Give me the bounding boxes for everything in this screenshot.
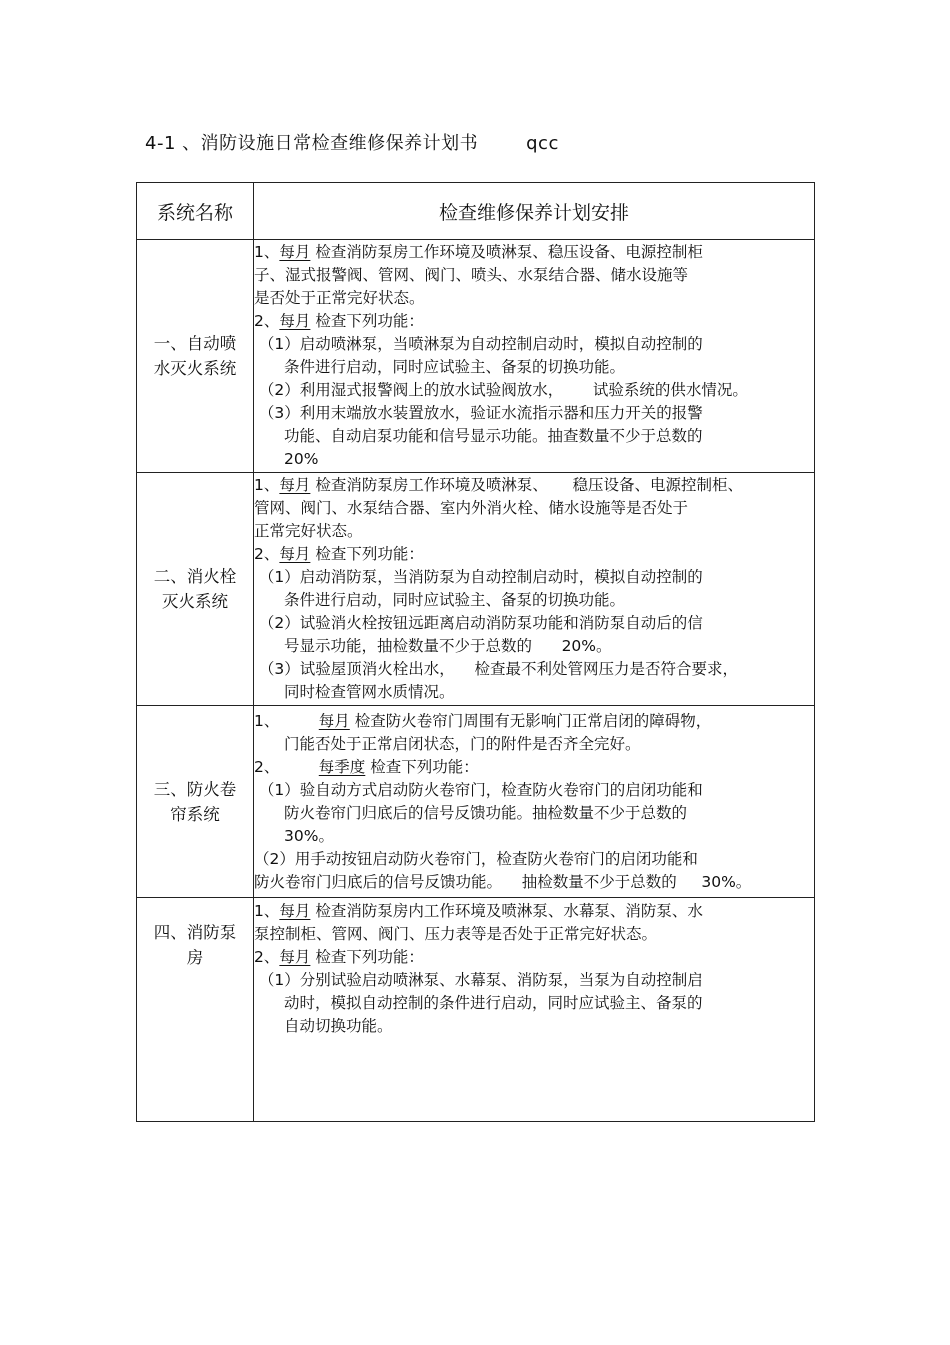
- system-name-cell: [137, 240, 254, 473]
- item-number: 1、: [254, 476, 280, 494]
- plan-line: 动时，模拟自动控制的条件进行启动，同时应试验主、备泵的: [284, 994, 703, 1012]
- plan-line: （1）验自动方式启动防火卷帘门，检查防火卷帘门的启闭功能和: [254, 780, 703, 799]
- plan-line: 20%: [284, 450, 319, 468]
- item-number: 2、: [254, 545, 280, 563]
- system-name-cell: [137, 898, 254, 1122]
- item-number: 1、: [254, 902, 280, 920]
- table-row: [137, 706, 815, 898]
- plan-line-text: 检查消防泵房工作环境及喷淋泵、稳压设备、电源控制柜: [310, 243, 703, 261]
- item-number: 2、: [254, 757, 319, 776]
- plan-line: 自动切换功能。: [284, 1017, 393, 1035]
- plan-line: （1）启动喷淋泵，当喷淋泵为自动控制启动时，模拟自动控制的: [254, 335, 703, 353]
- plan-line: 号显示功能，抽检数量不少于总数的 20%。: [284, 637, 612, 655]
- frequency-label: 每月: [279, 312, 311, 330]
- plan-line: [254, 756, 814, 779]
- plan-line: 30%。: [284, 826, 334, 845]
- plan-line: 正常完好状态。: [254, 522, 363, 540]
- frequency-label: 每月: [279, 476, 311, 494]
- plan-line: 泵控制柜、管网、阀门、压力表等是否处于正常完好状态。: [254, 925, 658, 943]
- plan-line-text: 检查消防泵房工作环境及喷淋泵、 稳压设备、电源控制柜、: [310, 476, 743, 494]
- plan-content-cell: [254, 898, 815, 1122]
- item-number: 1、: [254, 711, 319, 730]
- frequency-label: 每月: [279, 243, 311, 261]
- plan-line: [254, 474, 814, 497]
- frequency-label: 每月: [279, 902, 311, 920]
- plan-line: 条件进行启动，同时应试验主、备泵的切换功能。: [284, 358, 626, 376]
- system-name-line: 四、消防泵: [153, 923, 237, 942]
- plan-line: （3）利用末端放水装置放水，验证水流指示器和压力开关的报警: [254, 404, 703, 422]
- item-number: 2、: [254, 948, 280, 966]
- title-text: 4-1 、消防设施日常检查维修保养计划书: [145, 133, 479, 154]
- plan-line-text: 检查下列功能：: [310, 545, 424, 563]
- header-plan: 检查维修保养计划安排: [254, 183, 815, 240]
- document-title: [145, 129, 559, 155]
- system-name-line: 帘系统: [170, 804, 220, 824]
- plan-line: 防火卷帘门归底后的信号反馈功能。抽检数量不少于总数的: [284, 803, 688, 822]
- plan-content-cell: [254, 473, 815, 706]
- plan-line: [254, 543, 814, 566]
- plan-line: 门能否处于正常启闭状态，门的附件是否齐全完好。: [284, 734, 641, 753]
- plan-line: （1）分别试验启动喷淋泵、水幕泵、消防泵，当泵为自动控制启: [254, 971, 703, 989]
- system-name-line: 二、消火栓: [153, 567, 237, 586]
- plan-line-text: 检查消防泵房内工作环境及喷淋泵、水幕泵、消防泵、水: [310, 902, 703, 920]
- frequency-label: 每月: [279, 948, 311, 966]
- item-number: 1、: [254, 243, 280, 261]
- system-name-line: 灭火系统: [162, 592, 228, 611]
- plan-line: （1）启动消防泵，当消防泵为自动控制启动时，模拟自动控制的: [254, 568, 703, 586]
- table-row: [137, 240, 815, 473]
- table-row: [137, 898, 815, 1122]
- plan-line: （2）用手动按钮启动防火卷帘门，检查防火卷帘门的启闭功能和: [254, 849, 698, 868]
- plan-line: 防火卷帘门归底后的信号反馈功能。 抽检数量不少于总数的 30%。: [254, 872, 752, 891]
- plan-line: 功能、自动启泵功能和信号显示功能。抽查数量不少于总数的: [284, 427, 703, 445]
- system-name-cell: [137, 473, 254, 706]
- plan-line: [254, 900, 814, 923]
- item-number: 2、: [254, 312, 280, 330]
- plan-line-text: 检查防火卷帘门周围有无影响门正常启闭的障碍物，: [349, 711, 712, 730]
- plan-line: （2）利用湿式报警阀上的放水试验阀放水， 试验系统的供水情况。: [254, 381, 748, 399]
- plan-line: [254, 710, 814, 733]
- table-row: [137, 473, 815, 706]
- plan-line-text: 检查下列功能：: [310, 312, 424, 330]
- system-name-cell: [137, 706, 254, 898]
- table-header-row: [137, 183, 815, 240]
- system-name-line: 水灭火系统: [153, 359, 237, 378]
- header-system-name: 系统名称: [137, 183, 254, 240]
- frequency-label: 每季度: [318, 757, 366, 776]
- plan-line: [254, 310, 814, 333]
- plan-line: 同时检查管网水质情况。: [284, 683, 455, 701]
- plan-line: （2）试验消火栓按钮远距离启动消防泵功能和消防泵自动后的信: [254, 614, 703, 632]
- plan-line: 管网、阀门、水泵结合器、室内外消火栓、储水设施等是否处于: [254, 499, 689, 517]
- frequency-label: 每月: [318, 711, 350, 730]
- maintenance-plan-table: [136, 182, 815, 1122]
- system-name-line: 一、自动喷: [153, 334, 237, 353]
- plan-content-cell: [254, 706, 815, 898]
- system-name-line: 房: [186, 948, 204, 967]
- plan-line: 是否处于正常完好状态。: [254, 289, 425, 307]
- plan-line-text: 检查下列功能：: [365, 757, 479, 776]
- frequency-label: 每月: [279, 545, 311, 563]
- plan-line: [254, 946, 814, 969]
- plan-content-cell: [254, 240, 815, 473]
- plan-line: 条件进行启动，同时应试验主、备泵的切换功能。: [284, 591, 626, 609]
- plan-line: 子、湿式报警阀、管网、阀门、喷头、水泵结合器、储水设施等: [254, 266, 689, 284]
- plan-line: （3）试验屋顶消火栓出水， 检查最不利处管网压力是否符合要求，: [254, 660, 738, 678]
- title-suffix: qcc: [526, 133, 559, 154]
- plan-line-text: 检查下列功能：: [310, 948, 424, 966]
- system-name-line: 三、防火卷: [153, 779, 237, 799]
- plan-line: [254, 241, 814, 264]
